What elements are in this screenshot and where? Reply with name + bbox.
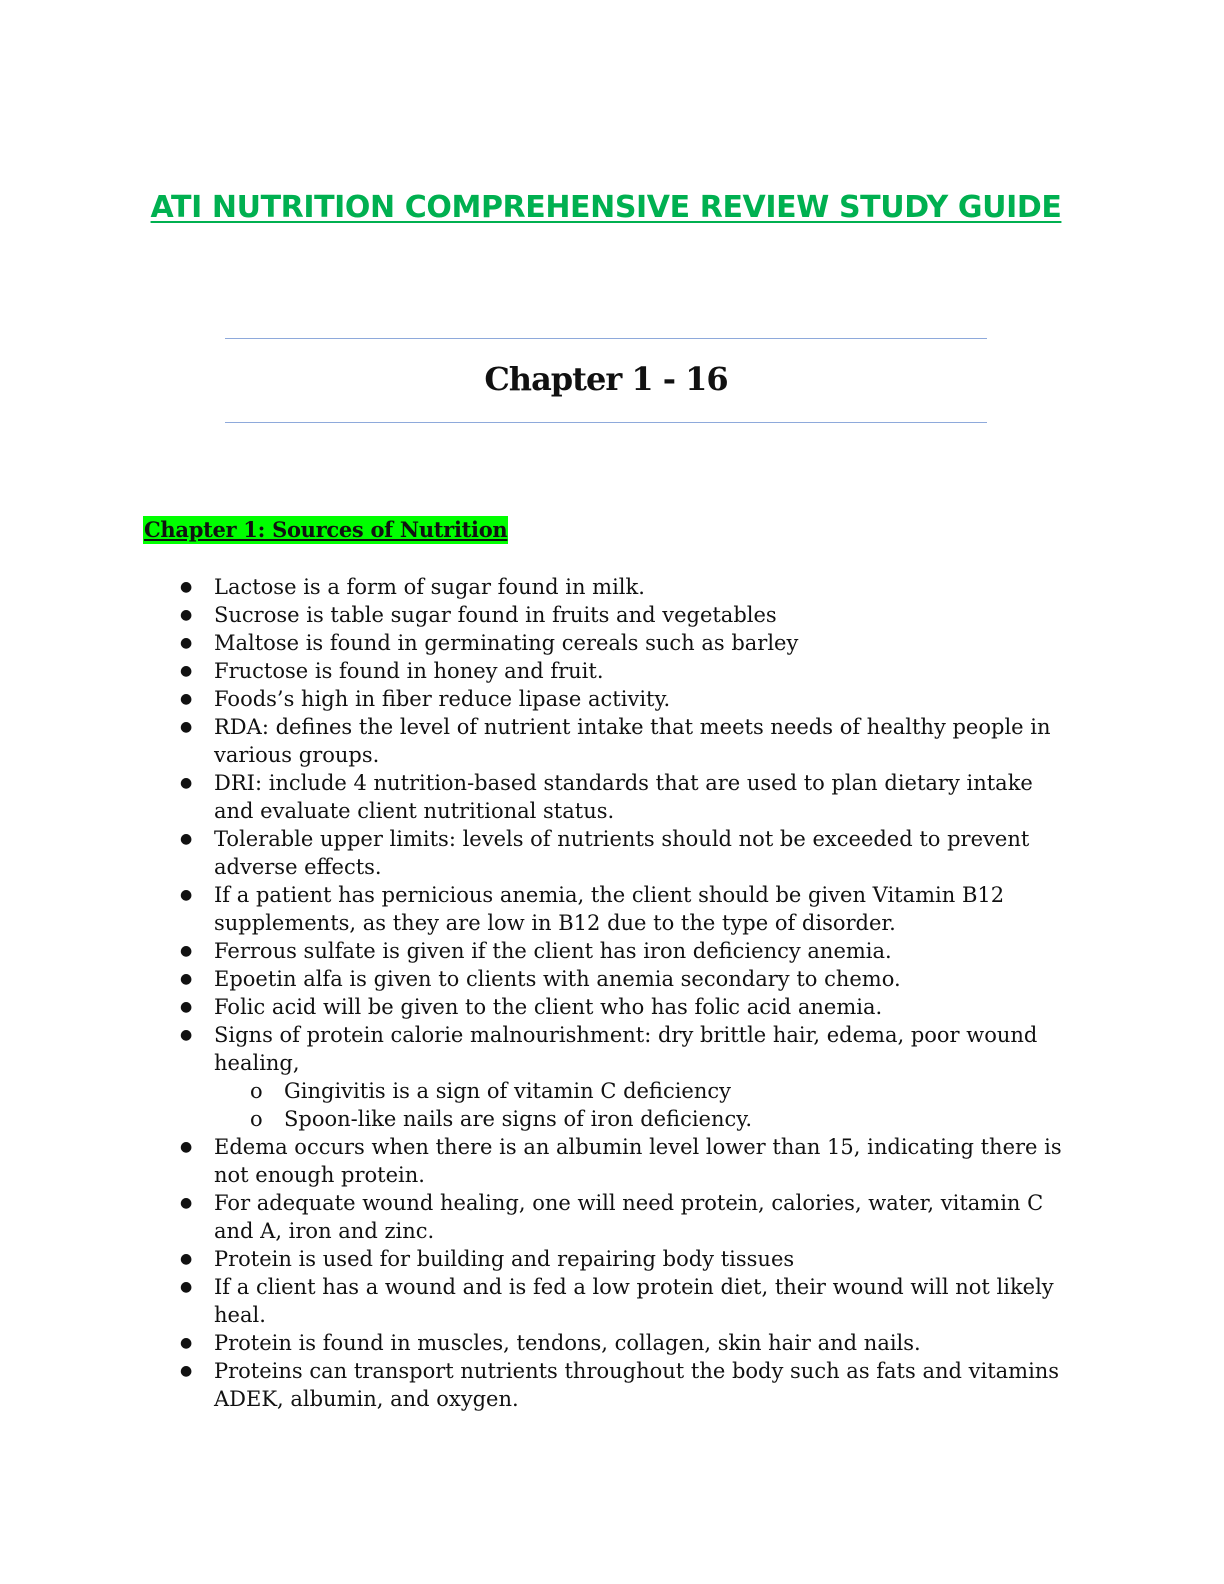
sub-bullet-list <box>214 1077 1074 1133</box>
bullet-item <box>0 993 1074 1021</box>
bullet-marker-icon: ● <box>180 971 193 987</box>
top-divider <box>225 338 987 339</box>
document-title: ATI NUTRITION COMPREHENSIVE REVIEW STUDY GUIDE <box>150 190 1062 225</box>
bullet-item <box>0 965 1074 993</box>
bullet-text: Tolerable upper limits: levels of nutrients should not be exceeded to prevent adverse effects. <box>214 827 1030 879</box>
bullet-marker-icon: ● <box>180 1279 193 1295</box>
bullet-item <box>0 713 1074 769</box>
bullet-marker-icon: ● <box>180 1251 193 1267</box>
bullet-item <box>0 1245 1074 1273</box>
bullet-marker-icon: ● <box>180 775 193 791</box>
bullet-marker-icon: ● <box>180 1195 193 1211</box>
bullet-item <box>0 937 1074 965</box>
bullet-text: Maltose is found in germinating cereals such as barley <box>214 631 799 655</box>
bullet-marker-icon: ● <box>180 691 193 707</box>
sub-bullet-text: Spoon-like nails are signs of iron deficiency. <box>284 1107 753 1131</box>
bullet-item <box>0 1357 1074 1413</box>
bullet-text: For adequate wound healing, one will need protein, calories, water, vitamin C and A, iron and zinc. <box>214 1191 1044 1243</box>
sub-bullet-text: Gingivitis is a sign of vitamin C deficiency <box>284 1079 731 1103</box>
bullet-item <box>0 1189 1074 1245</box>
bullet-marker-icon: ● <box>180 607 193 623</box>
sub-bullet-item <box>214 1077 1074 1105</box>
bullet-text: Epoetin alfa is given to clients with anemia secondary to chemo. <box>214 967 901 991</box>
bullet-item <box>0 1329 1074 1357</box>
bullet-marker-icon: ● <box>180 719 193 735</box>
bullet-marker-icon: ● <box>180 831 193 847</box>
section-heading: Chapter 1: Sources of Nutrition <box>144 517 508 542</box>
bullet-item <box>0 685 1074 713</box>
bullet-marker-icon: ● <box>180 1335 193 1351</box>
bullet-text: DRI: include 4 nutrition-based standards that are used to plan dietary intake and evaluate client nutritional status. <box>214 771 1033 823</box>
bullet-marker-icon: ● <box>180 579 193 595</box>
bullet-marker-icon: ● <box>180 663 193 679</box>
bullet-item <box>0 825 1074 881</box>
bullet-marker-icon: ● <box>180 635 193 651</box>
bullet-text: Protein is found in muscles, tendons, collagen, skin hair and nails. <box>214 1331 921 1355</box>
bullet-text: Sucrose is table sugar found in fruits and vegetables <box>214 603 777 627</box>
bullet-marker-icon: ● <box>180 1363 193 1379</box>
bullet-item <box>0 657 1074 685</box>
sub-bullet-marker-icon: o <box>250 1079 263 1103</box>
bullet-text: Signs of protein calorie malnourishment: dry brittle hair, edema, poor wound healing, <box>214 1023 1038 1075</box>
bullet-item <box>0 1133 1074 1189</box>
bullet-item <box>0 629 1074 657</box>
sub-bullet-item <box>214 1105 1074 1133</box>
bullet-text: Proteins can transport nutrients throughout the body such as fats and vitamins ADEK, albumin, and oxygen. <box>214 1359 1060 1411</box>
bullet-text: Lactose is a form of sugar found in milk. <box>214 575 645 599</box>
bullet-text: Protein is used for building and repairing body tissues <box>214 1247 795 1271</box>
bullet-item <box>0 1021 1074 1133</box>
bullet-item <box>0 573 1074 601</box>
bullet-marker-icon: ● <box>180 1139 193 1155</box>
bullet-text: Fructose is found in honey and fruit. <box>214 659 604 683</box>
bullet-item <box>0 881 1074 937</box>
bullet-text: Edema occurs when there is an albumin level lower than 15, indicating there is not enough protein. <box>214 1135 1062 1187</box>
bullet-marker-icon: ● <box>180 999 193 1015</box>
bullet-item <box>0 1273 1074 1329</box>
bullet-marker-icon: ● <box>180 1027 193 1043</box>
bullet-text: If a client has a wound and is fed a low protein diet, their wound will not likely heal. <box>214 1275 1054 1327</box>
bullet-text: RDA: defines the level of nutrient intake that meets needs of healthy people in various groups. <box>214 715 1051 767</box>
chapter-range-heading: Chapter 1 - 16 <box>484 360 728 398</box>
bullet-item <box>0 769 1074 825</box>
bullet-text: If a patient has pernicious anemia, the client should be given Vitamin B12 supplements, as they are low in B12 due to the type of disorder. <box>214 883 1005 935</box>
bottom-divider <box>225 422 987 423</box>
bullet-text: Folic acid will be given to the client who has folic acid anemia. <box>214 995 883 1019</box>
bullet-text: Foods’s high in fiber reduce lipase activity. <box>214 687 671 711</box>
bullet-marker-icon: ● <box>180 887 193 903</box>
sub-bullet-marker-icon: o <box>250 1107 263 1131</box>
bullet-list <box>0 573 1224 1413</box>
bullet-marker-icon: ● <box>180 943 193 959</box>
bullet-item <box>0 601 1074 629</box>
bullet-text: Ferrous sulfate is given if the client has iron deficiency anemia. <box>214 939 892 963</box>
